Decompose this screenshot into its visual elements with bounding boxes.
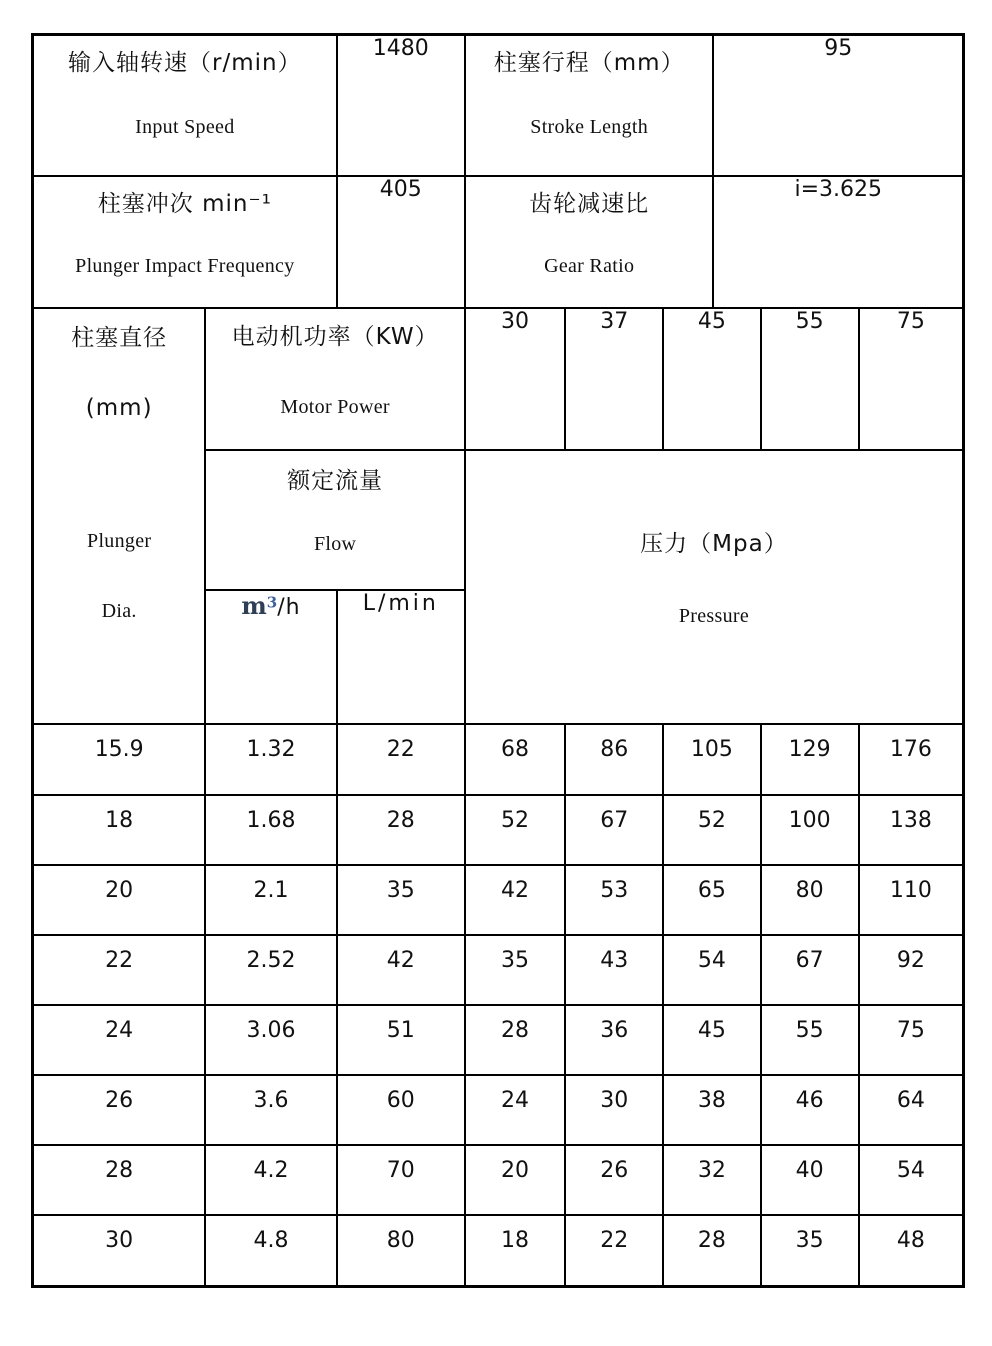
pressure-value: 67 bbox=[761, 935, 859, 1005]
table-row bbox=[34, 795, 962, 865]
motor-power-label-cell bbox=[205, 309, 465, 450]
pressure-label-en: Pressure bbox=[678, 605, 750, 627]
spec-header-section bbox=[34, 36, 962, 309]
dia-value: 28 bbox=[34, 1145, 205, 1215]
pressure-value: 105 bbox=[663, 725, 760, 795]
pressure-value: 46 bbox=[761, 1075, 859, 1145]
plunger-dia-label-en1: Plunger bbox=[87, 530, 152, 552]
pressure-value: 80 bbox=[761, 865, 859, 935]
pressure-value: 52 bbox=[465, 795, 565, 865]
pressure-value: 28 bbox=[663, 1215, 760, 1285]
flow-m3h-value: 4.2 bbox=[205, 1145, 336, 1215]
pressure-value: 110 bbox=[859, 865, 962, 935]
table-row bbox=[34, 1005, 962, 1075]
motor-power-label-zh: 电动机功率（KW） bbox=[231, 324, 439, 350]
pressure-label-zh: 压力（Mpa） bbox=[640, 531, 788, 557]
lmin-unit: L/min bbox=[362, 591, 439, 616]
motor-power-value: 75 bbox=[859, 309, 962, 450]
input-speed-label-en: Input Speed bbox=[135, 116, 235, 138]
pressure-value: 48 bbox=[896, 1228, 925, 1253]
stroke-length-label-cell bbox=[465, 36, 714, 176]
motor-power-label-en: Motor Power bbox=[280, 396, 390, 418]
flow-lmin-value: 35 bbox=[337, 865, 465, 935]
flow-unit-lmin-cell bbox=[337, 590, 465, 724]
pressure-value: 40 bbox=[761, 1145, 859, 1215]
pressure-value: 86 bbox=[565, 725, 663, 795]
pressure-value: 43 bbox=[565, 935, 663, 1005]
data-rows-section bbox=[34, 725, 962, 1285]
pressure-value: 176 bbox=[859, 725, 962, 795]
gear-ratio-value: i=3.625 bbox=[713, 176, 962, 308]
pressure-value: 53 bbox=[565, 865, 663, 935]
flow-m3h-value: 3.06 bbox=[205, 1005, 336, 1075]
pressure-value: 138 bbox=[859, 795, 962, 865]
motor-power-value: 55 bbox=[761, 309, 859, 450]
pressure-value: 67 bbox=[565, 795, 663, 865]
motor-power-value: 45 bbox=[663, 309, 760, 450]
pressure-value: 22 bbox=[565, 1215, 663, 1285]
pressure-header-cell bbox=[465, 450, 962, 724]
flow-lmin-value: 70 bbox=[337, 1145, 465, 1215]
pressure-value: 64 bbox=[859, 1075, 962, 1145]
stroke-length-value: 95 bbox=[713, 36, 962, 176]
pressure-value: 54 bbox=[663, 935, 760, 1005]
plunger-dia-label-en2: Dia. bbox=[101, 600, 137, 622]
pressure-value: 35 bbox=[761, 1215, 859, 1285]
dia-value: 30 bbox=[34, 1215, 205, 1285]
dia-value: 15.9 bbox=[34, 725, 205, 795]
matrix-header-section bbox=[34, 309, 962, 725]
pressure-value: 24 bbox=[465, 1075, 565, 1145]
pressure-value: 55 bbox=[761, 1005, 859, 1075]
flow-lmin-value: 51 bbox=[337, 1005, 465, 1075]
pressure-value: 38 bbox=[663, 1075, 760, 1145]
input-speed-label-zh: 输入轴转速（r/min） bbox=[68, 50, 302, 76]
pressure-value: 100 bbox=[761, 795, 859, 865]
plunger-impact-value: 405 bbox=[337, 176, 465, 308]
input-speed-label-cell bbox=[34, 36, 337, 176]
dia-value: 22 bbox=[34, 935, 205, 1005]
flow-m3h-value: 1.32 bbox=[205, 725, 336, 795]
flow-lmin-value: 42 bbox=[337, 935, 465, 1005]
flow-label-cell bbox=[205, 450, 465, 590]
flow-m3h-value: 2.52 bbox=[205, 935, 336, 1005]
flow-lmin-value: 22 bbox=[337, 725, 465, 795]
dia-value: 18 bbox=[34, 795, 205, 865]
flow-label-en: Flow bbox=[313, 533, 357, 555]
pressure-value: 28 bbox=[465, 1005, 565, 1075]
pressure-value: 32 bbox=[663, 1145, 760, 1215]
table-row bbox=[34, 1215, 962, 1285]
plunger-impact-label-en: Plunger Impact Frequency bbox=[75, 255, 295, 277]
pressure-value: 30 bbox=[565, 1075, 663, 1145]
dia-value: 20 bbox=[34, 865, 205, 935]
motor-power-value: 30 bbox=[465, 309, 565, 450]
stroke-length-label-en: Stroke Length bbox=[530, 116, 649, 138]
plunger-dia-unit: (mm) bbox=[85, 395, 153, 421]
gear-ratio-label-cell bbox=[465, 176, 714, 308]
pressure-value: 26 bbox=[565, 1145, 663, 1215]
table-row bbox=[34, 1145, 962, 1215]
pressure-value: 18 bbox=[465, 1215, 565, 1285]
flow-lmin-value: 80 bbox=[337, 1215, 465, 1285]
pressure-value: 35 bbox=[465, 935, 565, 1005]
pressure-value: 20 bbox=[465, 1145, 565, 1215]
pressure-value: 52 bbox=[663, 795, 760, 865]
pressure-value: 65 bbox=[663, 865, 760, 935]
m3h-unit-superscript: 3 bbox=[266, 593, 278, 612]
flow-m3h-value: 4.8 bbox=[205, 1215, 336, 1285]
plunger-impact-label-cell bbox=[34, 176, 337, 308]
pressure-value: 36 bbox=[565, 1005, 663, 1075]
flow-lmin-value: 60 bbox=[337, 1075, 465, 1145]
pressure-value: 54 bbox=[859, 1145, 962, 1215]
dia-value: 26 bbox=[34, 1075, 205, 1145]
pressure-value: 68 bbox=[465, 725, 565, 795]
table-row bbox=[34, 865, 962, 935]
pressure-value: 75 bbox=[859, 1005, 962, 1075]
table-row bbox=[34, 1075, 962, 1145]
m3h-unit-rest: /h bbox=[277, 595, 301, 620]
input-speed-value: 1480 bbox=[337, 36, 465, 176]
flow-m3h-value: 3.6 bbox=[205, 1075, 336, 1145]
m3h-unit-base: m bbox=[241, 591, 267, 620]
plunger-impact-label-zh: 柱塞冲次 min⁻¹ bbox=[97, 191, 272, 217]
gear-ratio-label-zh: 齿轮减速比 bbox=[529, 191, 650, 217]
stroke-length-label-zh: 柱塞行程（mm） bbox=[493, 50, 685, 76]
table-row bbox=[34, 935, 962, 1005]
plunger-dia-header-cell bbox=[34, 309, 205, 724]
gear-ratio-label-en: Gear Ratio bbox=[544, 255, 635, 277]
pressure-value: 42 bbox=[465, 865, 565, 935]
motor-power-value: 37 bbox=[565, 309, 663, 450]
flow-label-zh: 额定流量 bbox=[287, 468, 384, 494]
flow-m3h-value: 1.68 bbox=[205, 795, 336, 865]
flow-lmin-value: 28 bbox=[337, 795, 465, 865]
table-row bbox=[34, 725, 962, 795]
dia-value: 24 bbox=[34, 1005, 205, 1075]
spec-table bbox=[31, 33, 965, 1288]
plunger-dia-label-zh: 柱塞直径 bbox=[71, 325, 168, 351]
pressure-value: 129 bbox=[761, 725, 859, 795]
flow-unit-m3h-cell bbox=[205, 590, 336, 724]
pressure-value: 45 bbox=[663, 1005, 760, 1075]
pressure-value: 92 bbox=[859, 935, 962, 1005]
flow-m3h-value: 2.1 bbox=[205, 865, 336, 935]
